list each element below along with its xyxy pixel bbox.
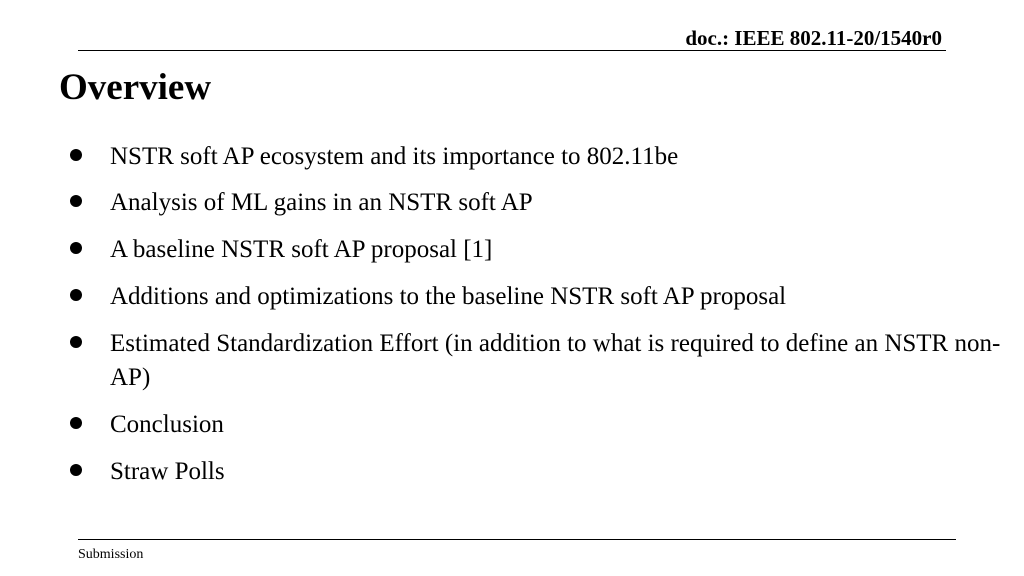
bullet-dot-icon <box>70 417 82 429</box>
slide-title: Overview <box>59 67 212 108</box>
bullet-dot-icon <box>70 195 82 207</box>
bullet-dot-icon <box>70 289 82 301</box>
bullet-text: Straw Polls <box>110 458 225 485</box>
footer-divider <box>78 539 956 540</box>
bullet-text: A baseline NSTR soft AP proposal [1] <box>110 236 493 263</box>
bullet-dot-icon <box>70 336 82 348</box>
document-reference: doc.: IEEE 802.11-20/1540r0 <box>685 26 942 50</box>
bullet-text: Additions and optimizations to the baseline NSTR soft AP proposal <box>110 283 787 310</box>
header-divider <box>78 50 946 51</box>
bullet-text: Estimated Standardization Effort (in addition to what is required to define an NSTR non-AP) <box>110 330 1001 391</box>
bullet-dot-icon <box>70 149 82 161</box>
bullet-text: Analysis of ML gains in an NSTR soft AP <box>110 189 533 216</box>
bullet-text: NSTR soft AP ecosystem and its importance to 802.11be <box>110 143 679 170</box>
bullet-dot-icon <box>70 464 82 476</box>
footer-submission-label: Submission <box>78 547 144 562</box>
bullet-dot-icon <box>70 242 82 254</box>
bullet-text: Conclusion <box>110 411 224 438</box>
